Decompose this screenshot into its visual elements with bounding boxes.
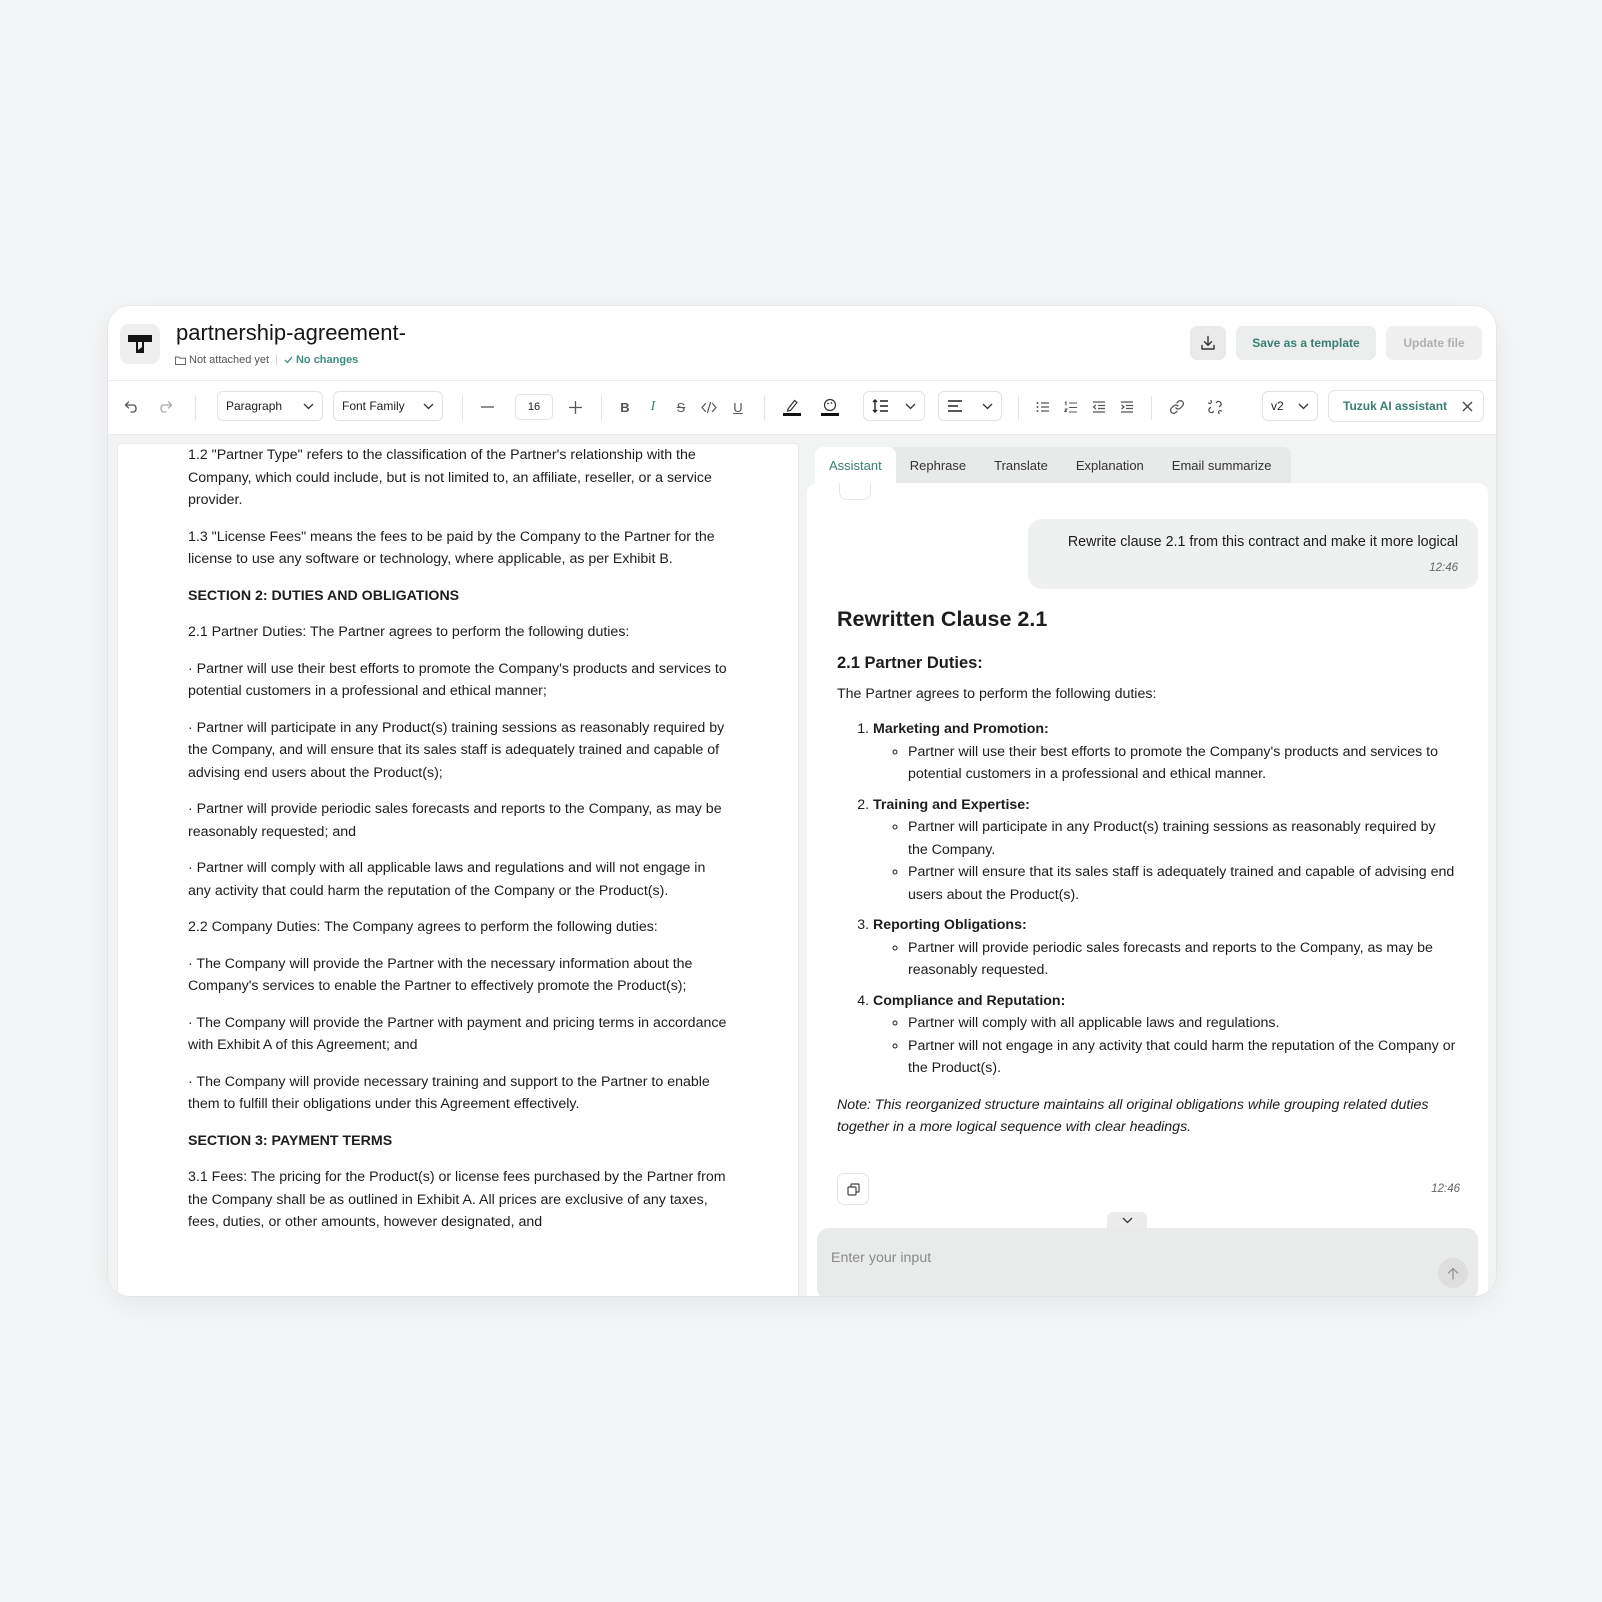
document-paragraph: · The Company will provide the Partner with the necessary information about the Company's services to enable the Partner to effectively promote the Product(s); — [188, 955, 693, 994]
answer-title: Rewritten Clause 2.1 — [837, 607, 1048, 631]
arrow-up-icon — [1447, 1267, 1459, 1280]
code-icon — [701, 402, 717, 413]
link-icon — [1169, 399, 1185, 415]
update-file-button[interactable]: Update file — [1386, 326, 1482, 360]
answer-point: ◦ Partner will provide periodic sales forecasts and reports to the Company, as may be reasonably requested. — [908, 937, 1457, 982]
font-size-input[interactable]: 16 — [515, 394, 553, 420]
attach-status — [175, 354, 269, 366]
document-paragraph: 3.1 Fees: The pricing for the Product(s) or license fees purchased by the Partner from the Company shall be as outlined in Exhibit A. All prices are exclusive of any taxes, fees, duties, or other amounts, however designated, and — [188, 1169, 726, 1230]
answer-intro: The Partner agrees to perform the following duties: — [837, 686, 1157, 702]
code-button[interactable] — [698, 393, 720, 421]
tab-email-summarize[interactable]: Email summarize — [1171, 457, 1272, 473]
document-paragraph: · Partner will provide periodic sales forecasts and reports to the Company, as may be reasonably requested; and — [188, 801, 722, 840]
answer-sublist — [873, 937, 1457, 982]
underline-button[interactable] — [728, 393, 748, 421]
answer-note: Note: This reorganized structure maintains all original obligations while grouping related duties together in a more logical sequence with clear headings. — [837, 1096, 1429, 1135]
undo-icon — [124, 401, 139, 413]
strikethrough-icon: S — [676, 399, 686, 415]
tab-rephrase[interactable]: Rephrase — [909, 457, 967, 473]
answer-item-heading: Training and Expertise: — [873, 796, 1030, 813]
document-paragraph: · Partner will comply with all applicable laws and regulations and will not engage in any activity that could harm the reputation of the Company or the Product(s). — [188, 860, 706, 899]
user-message — [1028, 519, 1478, 589]
chevron-down-icon — [905, 403, 916, 410]
line-height-select[interactable] — [863, 391, 925, 421]
toolbar-divider — [601, 396, 602, 420]
document-paragraph: 2.2 Company Duties: The Company agrees to perform the following duties: — [188, 919, 658, 935]
answer-sublist — [873, 741, 1457, 786]
editor-window — [108, 306, 1496, 1296]
undo-button[interactable] — [120, 393, 142, 421]
minus-icon — [481, 406, 494, 408]
chat-area — [807, 483, 1488, 1296]
answer-item-heading: Marketing and Promotion: — [873, 721, 1049, 737]
chevron-down-icon — [1122, 1217, 1133, 1224]
answer-list-item — [873, 990, 1457, 1080]
scroll-down-button[interactable] — [1107, 1212, 1147, 1228]
assistant-tabs — [815, 447, 1291, 483]
chat-input[interactable] — [817, 1228, 1405, 1282]
answer-point: ◦ Partner will not engage in any activity that could harm the reputation of the Company or the Product(s). — [908, 1035, 1457, 1080]
unlink-icon — [1207, 399, 1223, 415]
numbered-list-icon — [1064, 401, 1078, 414]
redo-icon — [158, 401, 173, 413]
chat-input-box — [817, 1228, 1478, 1296]
change-status-label: No changes — [295, 354, 359, 366]
folder-icon — [175, 356, 186, 365]
answer-list — [837, 718, 1457, 1080]
numbered-list-button[interactable] — [1061, 393, 1081, 421]
unlink-button[interactable] — [1204, 393, 1226, 421]
text-align-select[interactable] — [938, 391, 1002, 421]
version-select[interactable] — [1262, 391, 1318, 421]
font-family-value: Font Family — [342, 399, 405, 413]
text-color-button[interactable] — [780, 393, 804, 421]
align-left-icon — [947, 400, 963, 412]
app-logo[interactable] — [120, 324, 160, 364]
block-style-value: Paragraph — [226, 399, 283, 413]
logo-t-icon — [127, 333, 153, 355]
answer-list-item — [873, 794, 1457, 907]
close-icon[interactable] — [1462, 401, 1473, 412]
ai-assistant-panel — [807, 435, 1496, 1296]
formatting-toolbar — [108, 380, 1496, 435]
user-message-time: 12:46 — [1429, 562, 1458, 574]
link-button[interactable] — [1166, 393, 1188, 421]
copy-icon — [847, 1183, 860, 1196]
change-status — [284, 354, 358, 366]
bullet-list-button[interactable] — [1033, 393, 1053, 421]
answer-sublist — [873, 1012, 1457, 1080]
answer-point: ◦ Partner will comply with all applicable laws and regulations. — [908, 1012, 1457, 1035]
document-paragraph: · Partner will participate in any Product(s) training sessions as reasonably required by the Company, and will ensure that its sales staff is adequately trained and capable of advising end users about the Product(s); — [188, 719, 725, 781]
underline-icon: U — [733, 399, 743, 415]
bold-button[interactable] — [615, 393, 635, 421]
answer-subtitle: 2.1 Partner Duties: — [837, 654, 983, 672]
block-style-select[interactable] — [217, 391, 323, 421]
answer-point: ◦ Partner will ensure that its sales staff is adequately trained and capable of advising end users about the Product(s). — [908, 861, 1457, 906]
toolbar-divider — [764, 396, 765, 420]
document-paragraph: · The Company will provide the Partner with payment and pricing terms in accordance with Exhibit A of this Agreement; and — [188, 1014, 727, 1053]
bold-icon: B — [620, 399, 630, 415]
answer-list-item — [873, 718, 1457, 786]
indent-button[interactable] — [1117, 393, 1137, 421]
increase-font-size-button[interactable] — [564, 393, 586, 421]
section-heading: SECTION 3: PAYMENT TERMS — [188, 1132, 393, 1149]
workspace — [108, 435, 1496, 1296]
document-meta — [175, 354, 358, 366]
redo-button[interactable] — [154, 393, 176, 421]
strikethrough-button[interactable] — [671, 393, 691, 421]
chevron-down-icon — [423, 403, 434, 410]
download-button[interactable] — [1190, 326, 1226, 360]
tab-explanation[interactable]: Explanation — [1075, 457, 1144, 473]
chevron-down-icon — [982, 403, 993, 410]
header — [108, 306, 1496, 381]
assistant-answer — [837, 607, 1457, 1139]
plus-icon — [569, 401, 582, 414]
answer-item-heading: Compliance and Reputation: — [873, 992, 1066, 1009]
palette-icon — [820, 397, 840, 417]
tab-assistant[interactable]: Assistant — [815, 447, 896, 483]
answer-point: ◦ Partner will use their best efforts to promote the Company's products and services to potential customers in a professional and ethical manner. — [908, 741, 1457, 786]
chevron-down-icon — [1298, 403, 1309, 410]
highlight-color-button[interactable] — [818, 393, 842, 421]
copy-button[interactable] — [837, 1173, 869, 1205]
document-editor[interactable] — [117, 443, 799, 1296]
check-icon — [284, 356, 293, 364]
chevron-down-icon — [303, 403, 314, 410]
line-height-icon — [872, 399, 889, 413]
document-paragraph: 1.2 "Partner Type" refers to the classification of the Partner's relationship with the Company, which could include, but is not limited to, an affiliate, reseller, or a service provider. — [188, 447, 712, 508]
answer-point: ◦ Partner will participate in any Product(s) training sessions as reasonably required by the Company. — [908, 816, 1457, 861]
outdent-icon — [1092, 401, 1106, 413]
meta-separator: | — [275, 354, 278, 366]
answer-time: 12:46 — [1431, 1183, 1460, 1195]
previous-message-edge — [839, 483, 871, 500]
pen-color-icon — [782, 397, 802, 417]
attach-status-label: Not attached yet — [189, 354, 270, 366]
answer-item-heading: Reporting Obligations: — [873, 917, 1027, 933]
document-content[interactable] — [188, 444, 728, 1248]
save-as-template-button[interactable]: Save as a template — [1236, 326, 1376, 360]
toolbar-divider — [195, 396, 196, 420]
version-value: v2 — [1271, 399, 1284, 413]
italic-button[interactable] — [643, 393, 663, 421]
download-icon — [1200, 335, 1216, 351]
toolbar-divider — [462, 396, 463, 420]
ai-assistant-toggle[interactable] — [1328, 390, 1484, 422]
document-paragraph: 1.3 "License Fees" means the fees to be paid by the Company to the Partner for the license to use any software or technology, where applicable, as per Exhibit B. — [188, 528, 715, 567]
document-paragraph: · The Company will provide necessary training and support to the Partner to enable them to fulfill their obligations under this Agreement effectively. — [188, 1073, 710, 1112]
ai-assistant-label: Tuzuk AI assistant — [1343, 399, 1448, 413]
user-message-text: Rewrite clause 2.1 from this contract and make it more logical — [1067, 534, 1458, 550]
document-title[interactable]: partnership-agreement- — [176, 320, 406, 345]
section-heading: SECTION 2: DUTIES AND OBLIGATIONS — [188, 587, 460, 604]
toolbar-divider — [1018, 396, 1019, 420]
document-paragraph: 2.1 Partner Duties: The Partner agrees to perform the following duties: — [188, 624, 630, 640]
toolbar-divider — [1151, 396, 1152, 420]
answer-sublist — [873, 816, 1457, 906]
italic-icon: I — [650, 399, 656, 414]
outdent-button[interactable] — [1089, 393, 1109, 421]
document-paragraph: · Partner will use their best efforts to promote the Company's products and services to potential customers in a professional and ethical manner; — [188, 660, 727, 699]
bullet-list-icon — [1036, 401, 1050, 413]
indent-icon — [1120, 401, 1134, 413]
tab-translate[interactable]: Translate — [994, 457, 1048, 473]
answer-list-item — [873, 914, 1457, 982]
send-button[interactable] — [1438, 1258, 1468, 1288]
font-family-select[interactable] — [333, 391, 443, 421]
decrease-font-size-button[interactable] — [476, 393, 498, 421]
